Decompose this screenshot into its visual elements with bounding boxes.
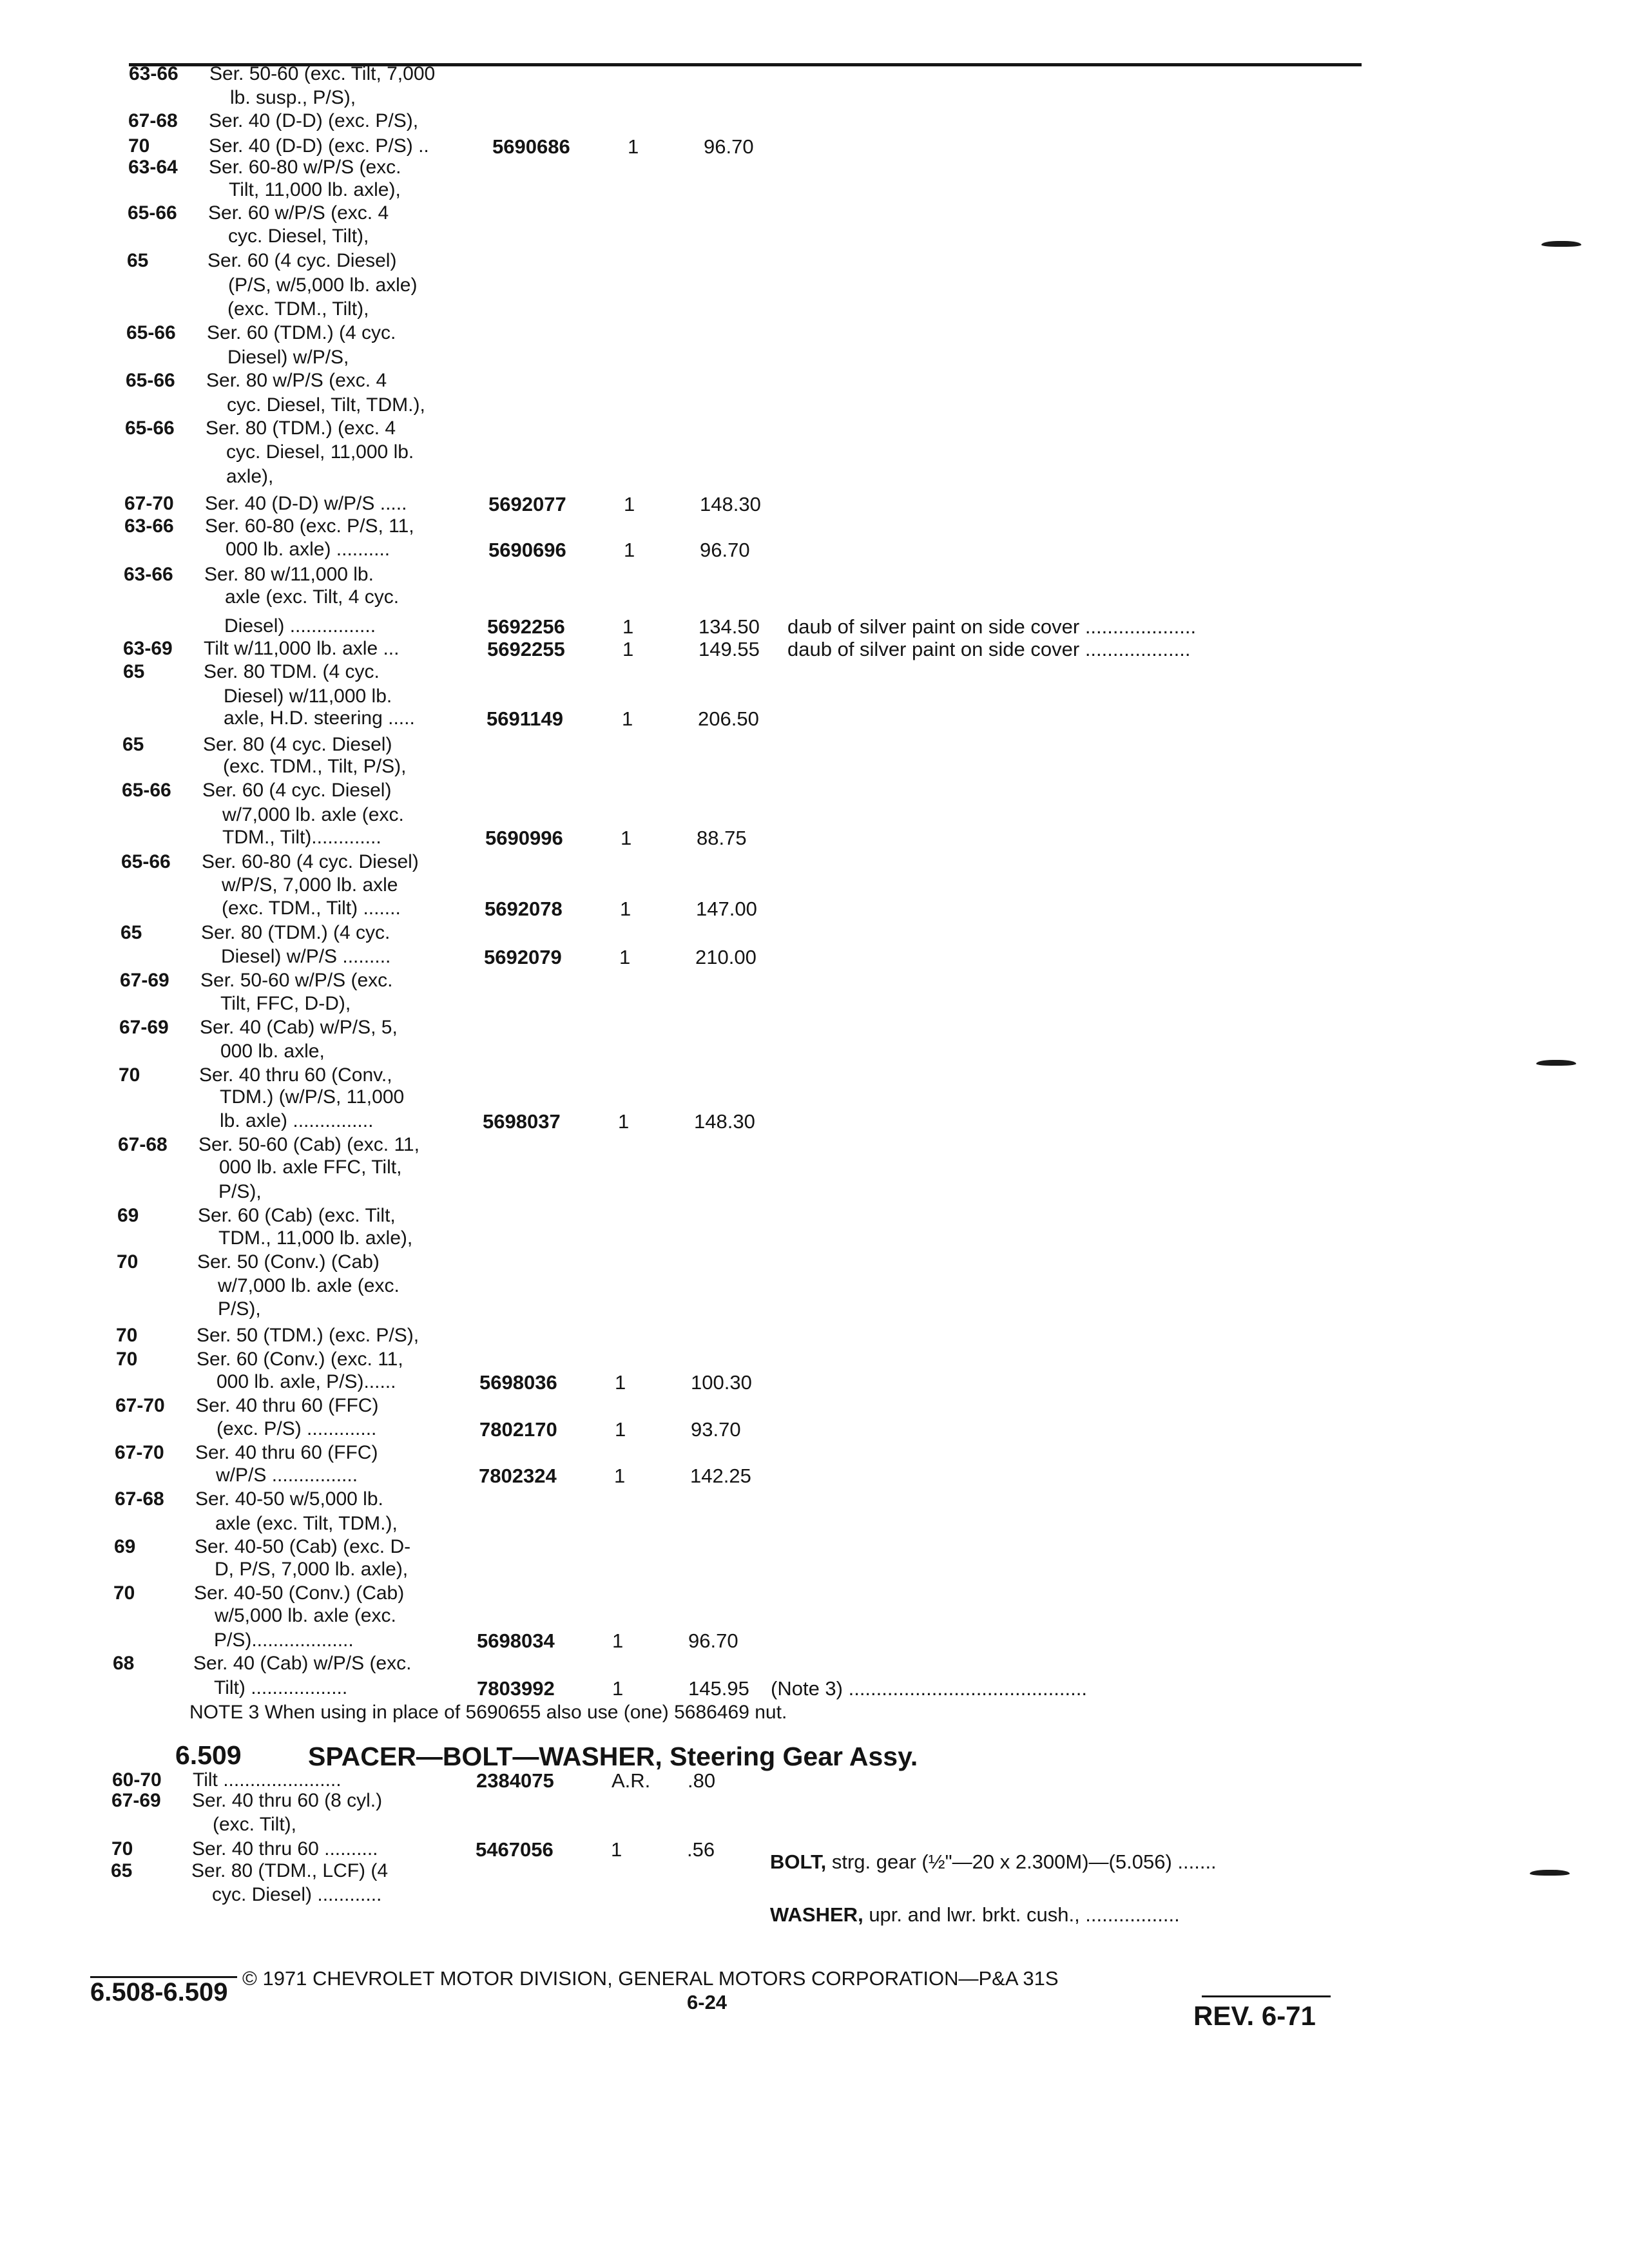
application-desc: Ser. 60-80 (4 cyc. Diesel) <box>202 851 419 872</box>
footer-rule-right <box>1202 1995 1331 1997</box>
footer-revision: REV. 6-71 <box>1193 2001 1316 2031</box>
model-year: 68 <box>113 1653 135 1674</box>
list-price: 148.30 <box>694 1110 755 1133</box>
list-price: .56 <box>687 1838 715 1861</box>
list-price: 96.70 <box>704 135 754 158</box>
model-year: 67-69 <box>111 1790 161 1811</box>
application-desc: Diesel) w/11,000 lb. <box>224 686 392 707</box>
list-price: 148.30 <box>700 493 761 515</box>
application-desc: Diesel) w/P/S ......... <box>221 946 391 967</box>
application-desc: w/7,000 lb. axle (exc. <box>222 804 404 825</box>
model-year: 65-66 <box>126 370 175 391</box>
right-item-text <box>770 1852 1217 1872</box>
list-price: 93.70 <box>691 1418 741 1441</box>
part-number: 5692078 <box>485 898 563 920</box>
application-desc: Ser. 50 (Conv.) (Cab) <box>197 1251 380 1273</box>
application-desc: Ser. 80 w/P/S (exc. 4 <box>206 370 387 391</box>
model-year: 63-69 <box>123 638 173 659</box>
application-desc: P/S), <box>218 1298 261 1320</box>
application-desc: Ser. 80 (TDM.) (exc. 4 <box>206 418 396 439</box>
application-desc: Ser. 50 (TDM.) (exc. P/S), <box>197 1325 419 1346</box>
application-desc: lb. susp., P/S), <box>230 87 356 108</box>
footer-page-number: 6-24 <box>687 1991 728 2013</box>
application-desc: D, P/S, 7,000 lb. axle), <box>215 1559 409 1580</box>
application-desc: Ser. 80 w/11,000 lb. <box>204 564 374 585</box>
model-year: 70 <box>113 1582 135 1604</box>
application-desc: Tilt w/11,000 lb. axle ... <box>204 638 400 659</box>
model-year: 63-64 <box>128 157 178 178</box>
application-desc: Ser. 60-80 (exc. P/S, 11, <box>205 515 414 537</box>
right-item-text <box>770 1905 1180 1925</box>
application-desc: Ser. 60 (Conv.) (exc. 11, <box>197 1349 403 1370</box>
list-price: 147.00 <box>696 898 757 920</box>
footer-copyright: © 1971 CHEVROLET MOTOR DIVISION, GENERAL MOTORS CORPORATION—P&A 31S <box>242 1967 1059 1990</box>
application-desc: Tilt ...................... <box>193 1769 342 1791</box>
application-desc: Ser. 80 (TDM., LCF) (4 <box>191 1860 389 1881</box>
right-item-desc: strg. gear (½"—20 x 2.300M)—(5.056) ....... <box>831 1850 1217 1873</box>
part-number: 5698036 <box>479 1371 557 1394</box>
application-desc: Diesel) w/P/S, <box>227 347 349 368</box>
model-year: 67-69 <box>120 970 169 991</box>
model-year: 65-66 <box>128 202 177 224</box>
part-number: 5698037 <box>483 1110 561 1133</box>
model-year: 69 <box>117 1205 139 1226</box>
model-year: 65 <box>123 661 145 682</box>
part-number: 5692077 <box>488 493 566 515</box>
application-desc: Tilt) .................. <box>214 1677 348 1698</box>
margin-mark <box>1536 1060 1576 1066</box>
quantity: 1 <box>615 1371 626 1394</box>
application-desc: Ser. 40 thru 60 (Conv., <box>199 1064 392 1086</box>
model-year: 70 <box>128 135 150 157</box>
application-desc: Ser. 80 (TDM.) (4 cyc. <box>201 922 390 943</box>
model-year: 60-70 <box>112 1769 162 1791</box>
application-desc: 000 lb. axle, <box>220 1041 325 1062</box>
model-year: 65-66 <box>121 851 171 872</box>
model-year: 70 <box>116 1349 138 1370</box>
application-desc: (exc. TDM., Tilt), <box>227 298 369 320</box>
quantity: 1 <box>620 898 631 920</box>
application-desc: (P/S, w/5,000 lb. axle) <box>228 274 418 296</box>
list-price: 96.70 <box>700 539 750 561</box>
application-desc: w/P/S ................ <box>216 1465 358 1486</box>
application-desc: 000 lb. axle FFC, Tilt, <box>219 1157 402 1178</box>
list-price: 145.95 <box>688 1677 749 1700</box>
quantity: 1 <box>612 1629 624 1652</box>
part-number: 7802170 <box>479 1418 557 1441</box>
application-desc: Ser. 60 w/P/S (exc. 4 <box>208 202 389 224</box>
part-number: 7803992 <box>477 1677 555 1700</box>
application-desc: TDM., Tilt)............. <box>222 827 381 848</box>
application-desc: w/P/S, 7,000 lb. axle <box>222 874 398 896</box>
right-item-label: WASHER, <box>770 1903 863 1926</box>
application-desc: (exc. TDM., Tilt, P/S), <box>223 756 407 777</box>
application-desc: Ser. 40 (D-D) (exc. P/S) .. <box>209 135 429 157</box>
model-year: 67-70 <box>115 1442 164 1463</box>
footer-section-range: 6.508-6.509 <box>90 1978 228 2006</box>
quantity: 1 <box>612 1677 624 1700</box>
application-desc: Ser. 40-50 w/5,000 lb. <box>195 1488 383 1510</box>
application-desc: P/S), <box>218 1181 262 1202</box>
quantity: A.R. <box>612 1769 651 1792</box>
model-year: 67-69 <box>119 1017 169 1038</box>
model-year: 70 <box>116 1325 138 1346</box>
model-year: 65-66 <box>125 418 175 439</box>
quantity: 1 <box>619 946 631 968</box>
quantity: 1 <box>624 493 635 515</box>
application-desc: Ser. 40 (D-D) w/P/S ..... <box>205 493 407 514</box>
section-title: SPACER—BOLT—WASHER, Steering Gear Assy. <box>308 1742 918 1771</box>
application-desc: Ser. 80 (4 cyc. Diesel) <box>203 734 392 755</box>
right-item-label: BOLT, <box>770 1850 827 1873</box>
part-number: 5690996 <box>485 827 563 849</box>
part-number: 5690696 <box>488 539 566 561</box>
application-desc: cyc. Diesel, Tilt), <box>228 226 369 247</box>
list-price: .80 <box>688 1769 716 1792</box>
application-desc: Ser. 40 (D-D) (exc. P/S), <box>209 110 419 131</box>
model-year: 67-70 <box>115 1395 165 1416</box>
model-year: 70 <box>117 1251 139 1273</box>
application-desc: TDM., 11,000 lb. axle), <box>218 1227 413 1249</box>
application-desc: NOTE 3 When using in place of 5690655 also use (one) 5686469 nut. <box>189 1702 787 1723</box>
model-year: 67-68 <box>115 1488 164 1510</box>
application-desc: Ser. 60 (4 cyc. Diesel) <box>207 250 397 271</box>
part-number: 5692079 <box>484 946 562 968</box>
model-year: 63-66 <box>124 515 174 537</box>
list-price: 149.55 <box>699 638 760 660</box>
application-desc: Diesel) ................ <box>224 615 376 637</box>
application-desc: cyc. Diesel) ............ <box>212 1884 382 1905</box>
application-desc: Ser. 40 thru 60 (FFC) <box>196 1395 379 1416</box>
application-desc: Ser. 60 (TDM.) (4 cyc. <box>207 322 396 343</box>
model-year: 67-68 <box>118 1134 168 1155</box>
model-year: 65 <box>122 734 144 755</box>
application-desc: (exc. Tilt), <box>213 1814 297 1835</box>
list-price: 210.00 <box>695 946 757 968</box>
part-number: 5692256 <box>487 615 565 638</box>
model-year: 67-70 <box>124 493 174 514</box>
application-desc: Ser. 40 thru 60 (FFC) <box>195 1442 378 1463</box>
section-number: 6.509 <box>175 1740 242 1770</box>
application-desc: (exc. P/S) ............. <box>217 1418 377 1439</box>
application-desc: axle, H.D. steering ..... <box>224 707 415 729</box>
list-price: 134.50 <box>699 615 760 638</box>
application-desc: Ser. 40 thru 60 .......... <box>192 1838 378 1860</box>
model-year: 65 <box>127 250 149 271</box>
application-desc: Ser. 60 (4 cyc. Diesel) <box>202 780 392 801</box>
application-desc: Tilt, 11,000 lb. axle), <box>229 179 401 200</box>
quantity: 1 <box>614 1465 626 1487</box>
application-desc: w/7,000 lb. axle (exc. <box>218 1275 400 1296</box>
quantity: 1 <box>611 1838 622 1861</box>
application-desc: P/S)................... <box>214 1629 354 1651</box>
model-year: 65-66 <box>126 322 176 343</box>
application-desc: 000 lb. axle) .......... <box>226 539 390 560</box>
application-desc: cyc. Diesel, Tilt, TDM.), <box>227 394 425 416</box>
part-number: 5467056 <box>476 1838 554 1861</box>
application-desc: 000 lb. axle, P/S)...... <box>217 1371 396 1392</box>
list-price: 142.25 <box>690 1465 751 1487</box>
list-price: 100.30 <box>691 1371 752 1394</box>
application-desc: (exc. TDM., Tilt) ....... <box>222 898 401 919</box>
application-desc: Ser. 40 (Cab) w/P/S (exc. <box>193 1653 412 1674</box>
application-desc: TDM.) (w/P/S, 11,000 <box>220 1086 405 1108</box>
part-number: 5690686 <box>492 135 570 158</box>
application-desc: lb. axle) ............... <box>220 1110 374 1131</box>
part-number: 5698034 <box>477 1629 555 1652</box>
application-desc: Ser. 50-60 (Cab) (exc. 11, <box>198 1134 419 1155</box>
list-price: 96.70 <box>688 1629 738 1652</box>
model-year: 65 <box>120 922 142 943</box>
quantity: 1 <box>618 1110 630 1133</box>
application-desc: w/5,000 lb. axle (exc. <box>215 1605 396 1626</box>
model-year: 63-66 <box>129 63 178 84</box>
list-price: 88.75 <box>697 827 747 849</box>
model-year: 63-66 <box>124 564 173 585</box>
application-desc: cyc. Diesel, 11,000 lb. <box>226 441 414 463</box>
margin-mark <box>1530 1870 1570 1876</box>
model-year: 69 <box>114 1536 136 1557</box>
row-note: daub of silver paint on side cover .................... <box>787 615 1197 638</box>
quantity: 1 <box>622 638 634 660</box>
model-year: 65-66 <box>122 780 171 801</box>
application-desc: Ser. 60-80 w/P/S (exc. <box>209 157 401 178</box>
quantity: 1 <box>615 1418 626 1441</box>
application-desc: Ser. 50-60 w/P/S (exc. <box>200 970 393 991</box>
application-desc: Ser. 40-50 (Cab) (exc. D- <box>195 1536 411 1557</box>
part-number: 5692255 <box>487 638 565 660</box>
quantity: 1 <box>622 707 633 730</box>
list-price: 206.50 <box>698 707 759 730</box>
application-desc: Ser. 60 (Cab) (exc. Tilt, <box>198 1205 396 1226</box>
part-number: 2384075 <box>476 1769 554 1792</box>
row-note: daub of silver paint on side cover ................... <box>787 638 1191 660</box>
application-desc: Ser. 40 (Cab) w/P/S, 5, <box>200 1017 398 1038</box>
part-number: 5691149 <box>487 707 563 730</box>
margin-mark <box>1541 241 1581 247</box>
application-desc: Ser. 50-60 (exc. Tilt, 7,000 <box>209 63 436 84</box>
application-desc: Ser. 40-50 (Conv.) (Cab) <box>194 1582 405 1604</box>
row-note: (Note 3) ........................................... <box>771 1677 1087 1700</box>
model-year: 67-68 <box>128 110 178 131</box>
right-item-desc: upr. and lwr. brkt. cush., ................. <box>869 1903 1180 1926</box>
quantity: 1 <box>628 135 639 158</box>
application-desc: axle), <box>226 466 274 487</box>
application-desc: Ser. 40 thru 60 (8 cyl.) <box>192 1790 383 1811</box>
application-desc: Tilt, FFC, D-D), <box>220 993 351 1014</box>
model-year: 70 <box>111 1838 133 1860</box>
quantity: 1 <box>621 827 632 849</box>
model-year: 65 <box>111 1860 133 1881</box>
application-desc: axle (exc. Tilt, TDM.), <box>215 1513 398 1534</box>
quantity: 1 <box>622 615 634 638</box>
application-desc: Ser. 80 TDM. (4 cyc. <box>204 661 380 682</box>
quantity: 1 <box>624 539 635 561</box>
application-desc: axle (exc. Tilt, 4 cyc. <box>225 586 400 608</box>
part-number: 7802324 <box>479 1465 557 1487</box>
model-year: 70 <box>119 1064 140 1086</box>
